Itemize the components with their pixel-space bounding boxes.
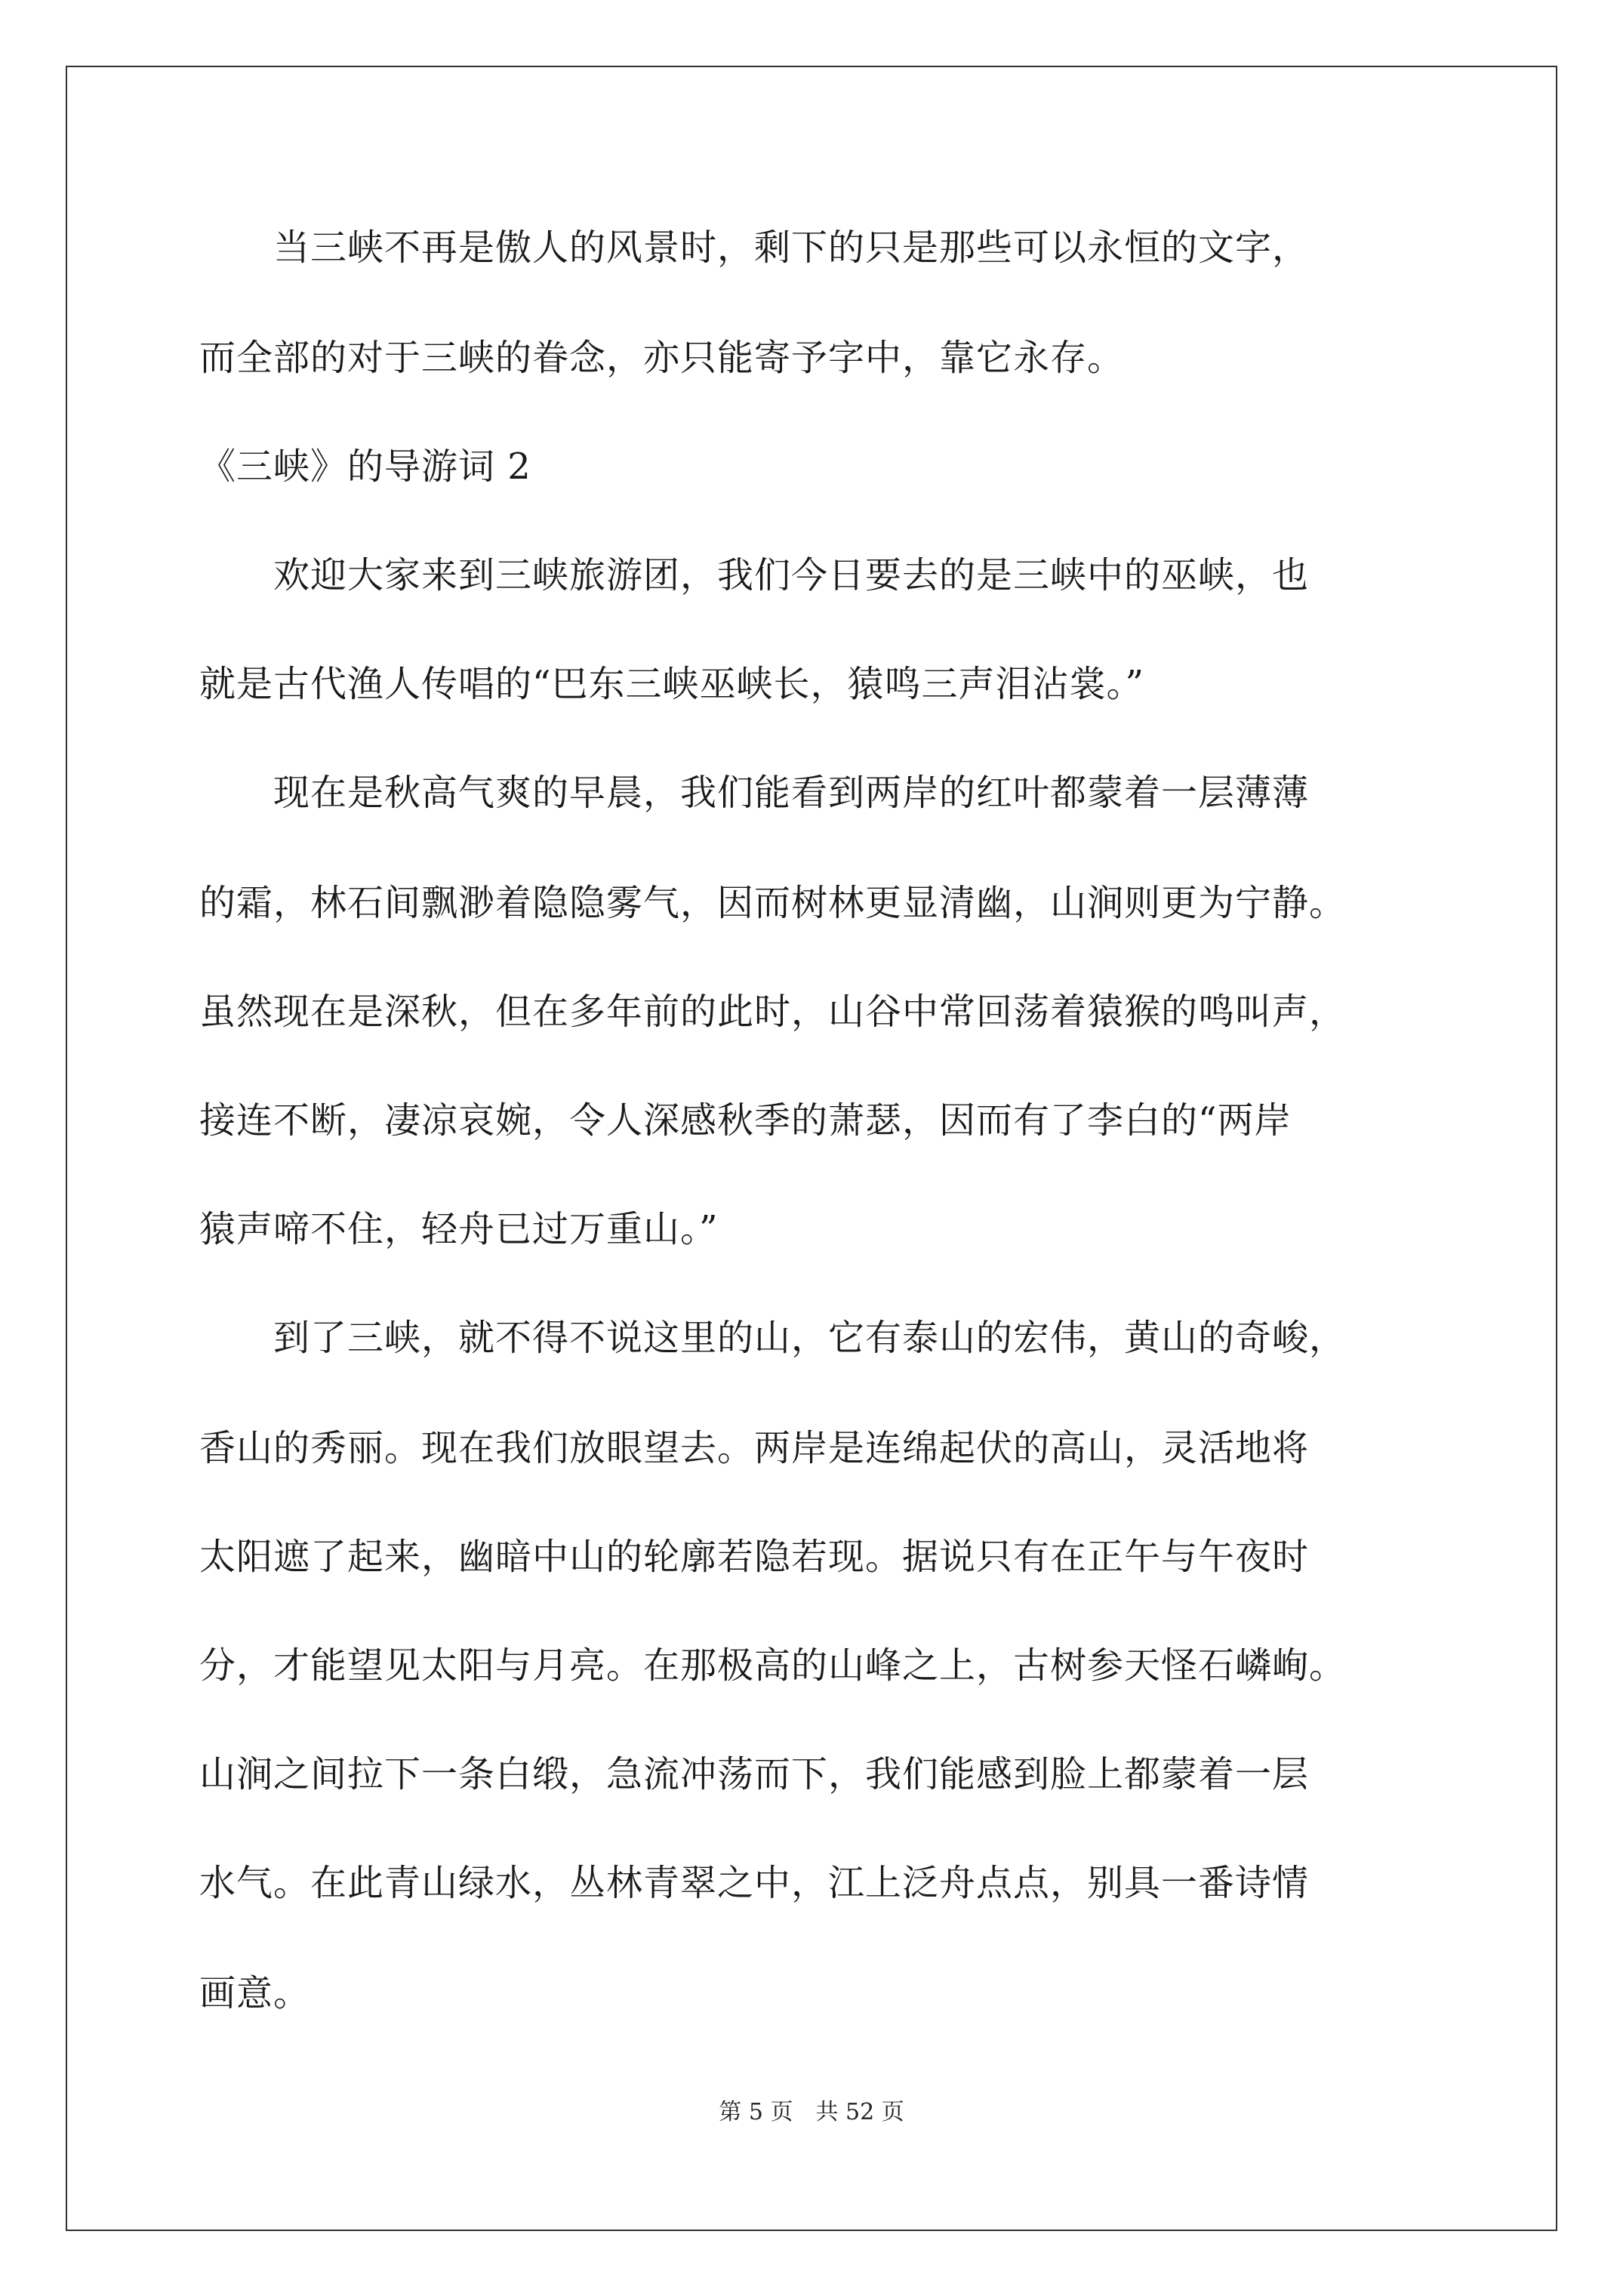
- text-line: 而全部的对于三峡的眷念，亦只能寄予字中，靠它永存。: [199, 337, 1125, 379]
- text-line: 当三峡不再是傲人的风景时，剩下的只是那些可以永恒的文字，: [199, 227, 1310, 269]
- text-line: 现在是秋高气爽的早晨，我们能看到两岸的红叶都蒙着一层薄薄: [199, 772, 1310, 814]
- text-line: 画意。: [199, 1972, 311, 2014]
- section-heading: 《三峡》的导游词 2: [199, 445, 531, 488]
- text-line: 的霜，林石间飘渺着隐隐雾气，因而树林更显清幽，山涧则更为宁静。: [199, 882, 1347, 924]
- text-line: 分，才能望见太阳与月亮。在那极高的山峰之上，古树参天怪石嶙峋。: [199, 1644, 1347, 1687]
- text-line: 香山的秀丽。现在我们放眼望去。两岸是连绵起伏的高山，灵活地将: [199, 1427, 1310, 1469]
- text-line: 欢迎大家来到三峡旅游团，我们今日要去的是三峡中的巫峡，也: [199, 554, 1310, 596]
- text-line: 太阳遮了起来，幽暗中山的轮廓若隐若现。据说只有在正午与午夜时: [199, 1536, 1310, 1578]
- text-line: 山涧之间拉下一条白缎，急流冲荡而下，我们能感到脸上都蒙着一层: [199, 1753, 1310, 1795]
- page-border: [66, 66, 1557, 2231]
- text-line: 猿声啼不住，轻舟已过万重山。”: [199, 1208, 719, 1250]
- text-line: 到了三峡，就不得不说这里的山，它有泰山的宏伟，黄山的奇峻，: [199, 1317, 1347, 1359]
- text-line: 就是古代渔人传唱的“巴东三峡巫峡长，猿鸣三声泪沾裳。”: [199, 663, 1145, 705]
- page-number-footer: 第 5 页 共 52 页: [719, 2099, 904, 2125]
- text-line: 虽然现在是深秋，但在多年前的此时，山谷中常回荡着猿猴的鸣叫声，: [199, 991, 1347, 1033]
- text-line: 接连不断，凄凉哀婉，令人深感秋季的萧瑟，因而有了李白的“两岸: [199, 1099, 1292, 1142]
- text-line: 水气。在此青山绿水，丛林青翠之中，江上泛舟点点，别具一番诗情: [199, 1862, 1310, 1904]
